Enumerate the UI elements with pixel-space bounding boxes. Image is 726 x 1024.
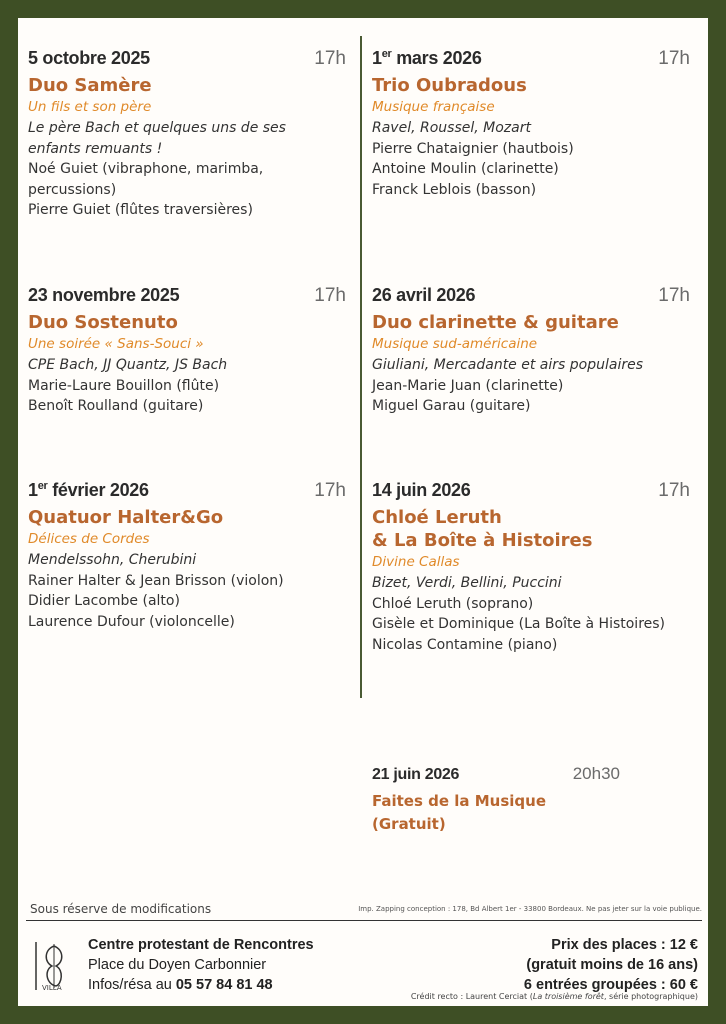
event-program-line: Le père Bach et quelques uns de ses xyxy=(28,120,286,136)
event-program-line: Ravel, Roussel, Mozart xyxy=(372,120,531,136)
event-time: 17h xyxy=(314,285,346,306)
reserve-notice: Sous réserve de modifications xyxy=(30,902,212,916)
event-subtitle: Une soirée « Sans-Souci » xyxy=(28,336,204,352)
event-title: Duo Samère xyxy=(28,75,152,96)
venue-address: Place du Doyen Carbonnier xyxy=(88,957,267,973)
event-performer: Jean-Marie Juan (clarinette) xyxy=(372,377,564,394)
event-time: 17h xyxy=(658,48,690,69)
event-date: 14 juin 2026 xyxy=(372,480,471,500)
concert-programme-sheet xyxy=(18,18,708,1006)
venue-phone: 05 57 84 81 48 xyxy=(175,977,273,993)
venue-name: Centre protestant de Rencontres xyxy=(88,937,314,953)
event-title: Faites de la Musique (Gratuit) xyxy=(372,792,547,833)
price-line: (gratuit moins de 16 ans) xyxy=(526,957,698,973)
venue-info: Infos/résa au 05 57 84 81 48 xyxy=(88,977,273,993)
event-subtitle: Musique sud-américaine xyxy=(372,336,538,352)
event-performer: Franck Leblois (basson) xyxy=(372,181,537,198)
event-performer: Didier Lacombe (alto) xyxy=(28,593,180,609)
event-program-line: enfants remuants ! xyxy=(28,140,163,157)
price-line: Prix des places : 12 € xyxy=(551,937,698,953)
event-card xyxy=(372,480,690,655)
event-subtitle: Un fils et son père xyxy=(28,99,152,115)
event-date: 21 juin 2026 xyxy=(372,766,460,783)
event-date: 1er février 2026 xyxy=(28,480,149,500)
event-title: Chloé Leruth xyxy=(372,507,502,528)
event-subtitle: Délices de Cordes xyxy=(28,531,150,547)
event-date: 26 avril 2026 xyxy=(372,285,476,305)
event-card xyxy=(372,285,690,417)
event-time: 17h xyxy=(314,480,346,501)
price-line: 6 entrées groupées : 60 € xyxy=(523,977,698,993)
event-performer: Rainer Halter & Jean Brisson (violon) xyxy=(28,572,284,589)
footer-rule xyxy=(26,920,702,921)
event-time: 17h xyxy=(314,48,346,69)
event-performer: Nicolas Contamine (piano) xyxy=(372,636,558,653)
event-title: Trio Oubradous xyxy=(372,75,527,96)
event-title: Quatuor Halter&Go xyxy=(28,507,224,528)
event-title-line2: & La Boîte à Histoires xyxy=(372,530,593,551)
event-time: 17h xyxy=(658,285,690,306)
svg-text:VILLA: VILLA xyxy=(42,984,62,992)
event-card xyxy=(28,285,346,417)
event-date: 1er mars 2026 xyxy=(372,48,482,68)
event-performer: percussions) xyxy=(28,181,117,198)
event-performer: Antoine Moulin (clarinette) xyxy=(372,161,559,177)
photo-credit: Crédit recto : Laurent Cerciat (La troisième forêt, série photographique) xyxy=(410,992,698,1001)
imprint-notice: Imp. Zapping conception : 178, Bd Albert 1er - 33800 Bordeaux. Ne pas jeter sur la voie publique. xyxy=(358,905,702,913)
event-performer: Miguel Garau (guitare) xyxy=(372,398,531,414)
event-subtitle: Musique française xyxy=(372,99,495,115)
event-card xyxy=(372,764,620,836)
event-performer: Pierre Guiet (flûtes traversières) xyxy=(28,202,253,218)
event-time: 20h30 xyxy=(572,764,620,783)
event-date: 23 novembre 2025 xyxy=(28,285,180,305)
event-title: Duo clarinette & guitare xyxy=(372,312,619,333)
price-block xyxy=(524,935,698,995)
event-card xyxy=(28,48,346,221)
event-performer: Laurence Dufour (violoncelle) xyxy=(28,613,235,630)
event-card xyxy=(372,48,690,200)
column-divider xyxy=(360,36,362,698)
villa-logo xyxy=(34,940,78,992)
event-program-line: Mendelssohn, Cherubini xyxy=(28,552,197,568)
event-performer: Marie-Laure Bouillon (flûte) xyxy=(28,377,220,394)
event-subtitle: Divine Callas xyxy=(372,554,460,570)
event-program-line: Bizet, Verdi, Bellini, Puccini xyxy=(372,575,562,591)
event-performer: Chloé Leruth (soprano) xyxy=(372,595,534,612)
venue-block xyxy=(88,935,314,995)
event-performer: Noé Guiet (vibraphone, marimba, xyxy=(28,161,264,177)
event-program-line: Giuliani, Mercadante et airs populaires xyxy=(372,357,644,373)
event-date: 5 octobre 2025 xyxy=(28,48,150,68)
event-performer: Gisèle et Dominique (La Boîte à Histoires) xyxy=(372,616,666,632)
event-performer: Pierre Chataignier (hautbois) xyxy=(372,140,574,157)
event-title: Duo Sostenuto xyxy=(28,312,178,333)
event-program-line: CPE Bach, JJ Quantz, JS Bach xyxy=(28,357,228,373)
event-performer: Benoît Roulland (guitare) xyxy=(28,398,204,414)
event-time: 17h xyxy=(658,480,690,501)
event-card xyxy=(28,480,346,632)
